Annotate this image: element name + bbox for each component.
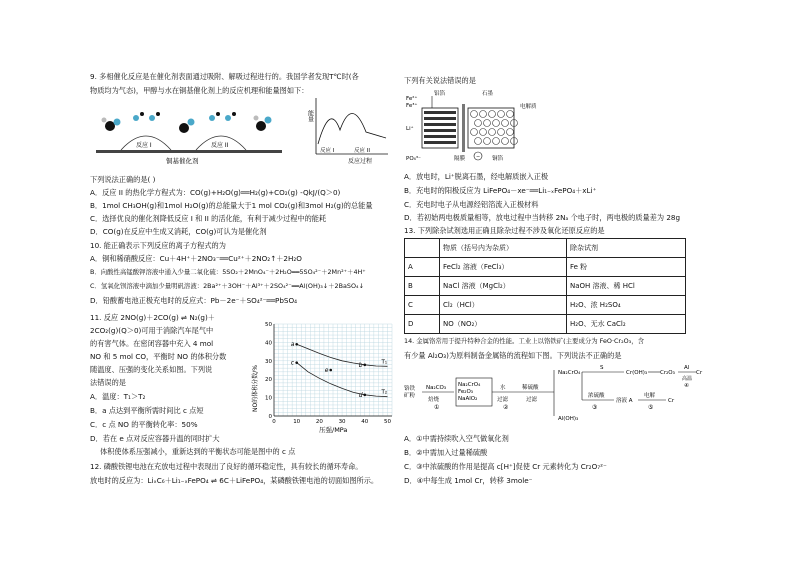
cu-foil-label: 铜箔 xyxy=(492,156,504,162)
flow-cr1: Cr xyxy=(696,370,703,376)
cathode-layer xyxy=(424,123,456,126)
flow-croh: Cr(OH)₃ xyxy=(626,370,648,376)
q9-option-b: B．1mol CH₃OH(g)和1mol H₂O(g)的总能量大于1 mol CO₂(g)和3mol H₂(g)的总能量 xyxy=(90,201,373,210)
cathode-layer xyxy=(424,135,456,138)
q11-line5: 随温度、压强的变化关系如图。下列说 xyxy=(90,365,213,374)
separator xyxy=(462,104,465,152)
q10-option-d: D．铅酸蓄电池正极充电时的反应式：Pb－2e⁻＋SO₄²⁻══PbSO₄ xyxy=(90,296,298,305)
flow-filter: 过滤 xyxy=(497,397,509,403)
li-ion-label: Li⁺ xyxy=(406,126,414,132)
flow-cr2: Cr xyxy=(668,398,675,404)
point-label: b xyxy=(358,361,363,369)
q14-option-b: B．②中需加入过量稀硫酸 xyxy=(404,448,488,457)
flow-s: S xyxy=(600,365,604,371)
mech-label-r2: 反应 II xyxy=(211,142,229,149)
right-column xyxy=(404,0,704,562)
table-cell: H₂O、浓 H₂SO₄ xyxy=(567,296,686,315)
energy-curve xyxy=(318,113,386,144)
q14-option-c: C．③中浓硫酸的作用是提高 c[H⁺]促使 Cr 元素转化为 Cr₂O₇²⁻ xyxy=(404,462,607,471)
chart-grid xyxy=(274,324,392,416)
table-header-cell: 物质（括号内为杂质） xyxy=(440,239,567,258)
q11-option-a: A．温度：T₁＞T₂ xyxy=(90,392,146,401)
q9-option-d: D．CO(g)在反应中生成又消耗，CO(g)可认为是催化剂 xyxy=(90,227,267,236)
table-cell: C xyxy=(405,296,440,315)
flow-sola: 溶液 A xyxy=(616,398,633,404)
svg-text:−: − xyxy=(476,154,481,160)
cathode-layer xyxy=(424,117,456,120)
y-tick-label: 10 xyxy=(265,395,272,402)
table-row xyxy=(405,315,686,334)
flow-elec: 电解 xyxy=(644,393,656,399)
y-tick-label: 30 xyxy=(265,358,272,365)
flow-step-2: ② xyxy=(503,404,509,411)
battery-option-d: D．若初始两电极质量相等，放电过程中当转移 2Nₐ 个电子时，两电极的质量差为 28g xyxy=(404,213,681,222)
flow-step-4: ④ xyxy=(684,383,689,389)
q9-option-a: A．反应 II 的热化学方程式为：CO(g)+H₂O(g)══H₂(g)+CO₂(g) -QkJ/(Q＞0) xyxy=(90,188,341,197)
q12-line1: 12. 磷酸铁锂电池在充放电过程中表现出了良好的循环稳定性，具有较长的循环寿命。 xyxy=(90,462,363,471)
separator-label: 隔膜 xyxy=(454,156,466,162)
energy-r2-label: 反应 II xyxy=(354,148,370,154)
point-label: c xyxy=(290,359,295,367)
table-cell: Fe 粉 xyxy=(567,258,686,277)
catalyst-surface xyxy=(96,150,282,153)
flow-water: 水 xyxy=(500,385,506,391)
battery-option-c: C．充电时电子从电源经铝箔流入正极材料 xyxy=(404,200,539,209)
q11-line2: 2CO₂(g)(Q＞0)可用于消除汽车尾气中 xyxy=(90,326,214,335)
left-column xyxy=(90,0,390,562)
y-tick-label: 50 xyxy=(265,322,272,328)
point-marker xyxy=(363,364,366,367)
cathode-layer xyxy=(424,141,456,144)
q9-option-c: C．选择优良的催化剂降低反应 I 和 II 的活化能，有利于减少过程中的能耗 xyxy=(90,214,327,223)
x-tick-label: 20 xyxy=(315,419,323,425)
battery-figure xyxy=(404,86,574,164)
q10-option-b: B．向酸性高锰酸钾溶液中通入少量二氧化硫：5SO₂＋2MnO₄⁻＋2H₂O══5SO₄²⁻＋2Mn²⁺＋4H⁺ xyxy=(90,268,366,276)
q14-option-d: D．④中每生成 1mol Cr，转移 3mole⁻ xyxy=(404,476,533,485)
energy-diagram xyxy=(308,94,390,166)
series-label: T₂ xyxy=(381,389,388,396)
po-ion-label: PO₄³⁻ xyxy=(406,156,421,162)
energy-r1-label: 反应 I xyxy=(320,148,335,154)
table-cell: NaOH 溶液、稀 HCl xyxy=(567,277,686,296)
no-fraction-chart xyxy=(250,318,400,436)
table-cell: B xyxy=(405,277,440,296)
table-row xyxy=(405,258,686,277)
q12-line2: 放电时的反应为：LiₓC₆＋Li₁₋ₓFePO₄ ⇌ 6C＋LiFePO₄，某磷酸铁锂电池的切面如图所示。 xyxy=(90,476,379,485)
table-cell: NO（NO₂） xyxy=(440,315,567,334)
battery-option-a: A．放电时，Li⁺脱离石墨，经电解质嵌入正极 xyxy=(404,172,549,181)
table-cell: FeCl₂ 溶液（FeCl₃） xyxy=(440,258,567,277)
q13-table xyxy=(404,238,686,334)
table-cell: D xyxy=(405,315,440,334)
flow-step-3: ③ xyxy=(592,404,598,411)
q9-stem-line1: 9. 多相催化反应是在催化剂表面通过吸附、解吸过程进行的。我国学者发现T℃时(各 xyxy=(90,72,359,81)
table-row xyxy=(405,296,686,315)
series-label: T₁ xyxy=(381,359,388,366)
q10-option-c: C．氢氧化钡溶液中滴加少量明矾溶液：2Ba²⁺＋3OH⁻＋Al³⁺＋2SO₄²⁻══Al(OH)₃↓＋2BaSO₄↓ xyxy=(90,282,364,290)
flow-filter2: 过滤 xyxy=(526,397,538,403)
energy-x-label: 反应过程 xyxy=(348,158,373,165)
q9-stem-line2: 物质均为气态)，甲醇与水在铜基催化剂上的反应机理和能量图如下： xyxy=(90,86,309,95)
q11-option-b: B．a 点达到平衡所需时间比 c 点短 xyxy=(90,406,204,415)
table-header-row xyxy=(405,239,686,258)
mechanism-figure xyxy=(96,100,286,166)
q11-tail: 体积使体系压强减小，重新达到的平衡状态可能是图中的 c 点 xyxy=(100,447,296,456)
svg-text:Na₂CrO₄Fe₂O₃NaAlO₂: Na₂CrO₄ Fe₂O₃ NaAlO₂ xyxy=(458,382,481,402)
q11-line4: NO 和 5 mol CO，平衡时 NO 的体积分数 xyxy=(90,352,227,361)
flow-aloh: Al(OH)₃ xyxy=(558,416,579,422)
q14-line1: 14. 金属铬常用于提升特种合金的性能。工业上以铬铁矿(主要成分为 FeO·Cr₂O₃，含 xyxy=(404,337,644,345)
point-marker xyxy=(363,394,366,397)
x-tick-label: 40 xyxy=(361,419,369,425)
x-tick-label: 30 xyxy=(338,419,346,425)
flow-mid: Na₂CrO₄ xyxy=(558,370,581,376)
battery-option-b: B．充电时的阳极反应为 LiFePO₄－xe⁻══Li₁₋ₓFePO₄＋xLi⁺ xyxy=(404,186,597,195)
y-tick-label: 40 xyxy=(265,340,272,347)
flow-calcine: 焙烧 xyxy=(428,397,440,403)
table-cell: Cl₂（HCl） xyxy=(440,296,567,315)
catalyst-label: 铜基催化剂 xyxy=(166,157,199,165)
table-cell: A xyxy=(405,258,440,277)
chart-x-label: 压强/MPa xyxy=(319,426,348,434)
flow-acid: 稀硫酸 xyxy=(522,385,539,391)
table-cell: NaCl 溶液（MgCl₂） xyxy=(440,277,567,296)
chart-y-label: NO的体积分数/% xyxy=(252,365,259,412)
x-tick-label: 50 xyxy=(383,419,391,425)
q11-line6: 法错误的是 xyxy=(90,378,126,387)
fe-ion-label: Fe²⁺ Fe³⁺ xyxy=(406,96,418,109)
battery-ask: 下列有关说法错误的是 xyxy=(404,76,476,85)
q11-line3: 的有害气体。在密闭容器中充入 4 mol xyxy=(90,339,214,348)
process-flow xyxy=(404,360,704,434)
point-marker xyxy=(329,369,332,372)
mech-label-r1: 反应 I xyxy=(136,142,152,149)
x-tick-label: 0 xyxy=(272,419,276,425)
cathode-layer xyxy=(424,129,456,132)
point-label: d xyxy=(358,391,363,399)
q14-line2: 有少量 Al₂O₃)为原料制备金属铬的流程如下图。下列说法不正确的是 xyxy=(404,351,622,360)
point-label: a xyxy=(290,341,295,349)
molecule-group xyxy=(102,112,272,133)
flow-step-5: ⑤ xyxy=(648,404,654,411)
flow-al: Al xyxy=(684,365,690,371)
q11-option-d: D．若在 e 点对反应容器升温的同时扩大 xyxy=(90,434,220,443)
flow-ore: 铬铁 xyxy=(404,386,416,392)
point-marker xyxy=(295,361,298,364)
cathode-layer xyxy=(424,111,456,114)
table-row xyxy=(405,277,686,296)
y-tick-label: 20 xyxy=(265,377,272,384)
q11-line1: 11. 反应 2NO(g)＋2CO(g) ⇌ N₂(g)＋ xyxy=(90,313,215,322)
x-tick-label: 10 xyxy=(293,419,301,425)
q11-option-c: C．c 点 NO 的平衡转化率：50% xyxy=(90,420,198,429)
svg-text:铬铁矿粉: 铬铁矿粉 xyxy=(404,386,416,399)
electrolyte-label: 电解质 xyxy=(520,104,537,110)
y-tick-label: 0 xyxy=(268,414,272,420)
flow-na2co3: Na₂CO₃ xyxy=(426,385,447,391)
flow-high: 高温 xyxy=(682,376,693,382)
q10-stem: 10. 能正确表示下列反应的离子方程式的为 xyxy=(90,241,226,250)
q9-ask: 下列说法正确的是( ) xyxy=(90,175,156,184)
q10-option-a: A．铜和稀硝酸反应：Cu＋4H⁺＋2NO₃⁻══Cu²⁺＋2NO₂↑＋2H₂O xyxy=(90,254,302,263)
point-marker xyxy=(295,343,298,346)
point-label: e xyxy=(324,367,329,374)
graphite-label: 石墨 xyxy=(482,91,494,97)
table-header-cell xyxy=(405,239,440,258)
energy-y-label: 能量 xyxy=(306,110,314,122)
flow-conc: 浓硫酸 xyxy=(588,393,605,399)
flow-cr2o3: Cr₂O₃ xyxy=(660,370,675,376)
flow-step-1: ① xyxy=(434,404,440,411)
q14-option-a: A．①中需持续吹入空气做氧化剂 xyxy=(404,434,509,443)
al-foil-label: 铝箔 xyxy=(434,91,446,97)
table-header-cell: 除杂试剂 xyxy=(567,239,686,258)
q13-stem: 13. 下列除杂试剂选用正确且除杂过程不涉及氧化还原反应的是 xyxy=(404,226,605,235)
table-cell: H₂O、无水 CaCl₂ xyxy=(567,315,686,334)
